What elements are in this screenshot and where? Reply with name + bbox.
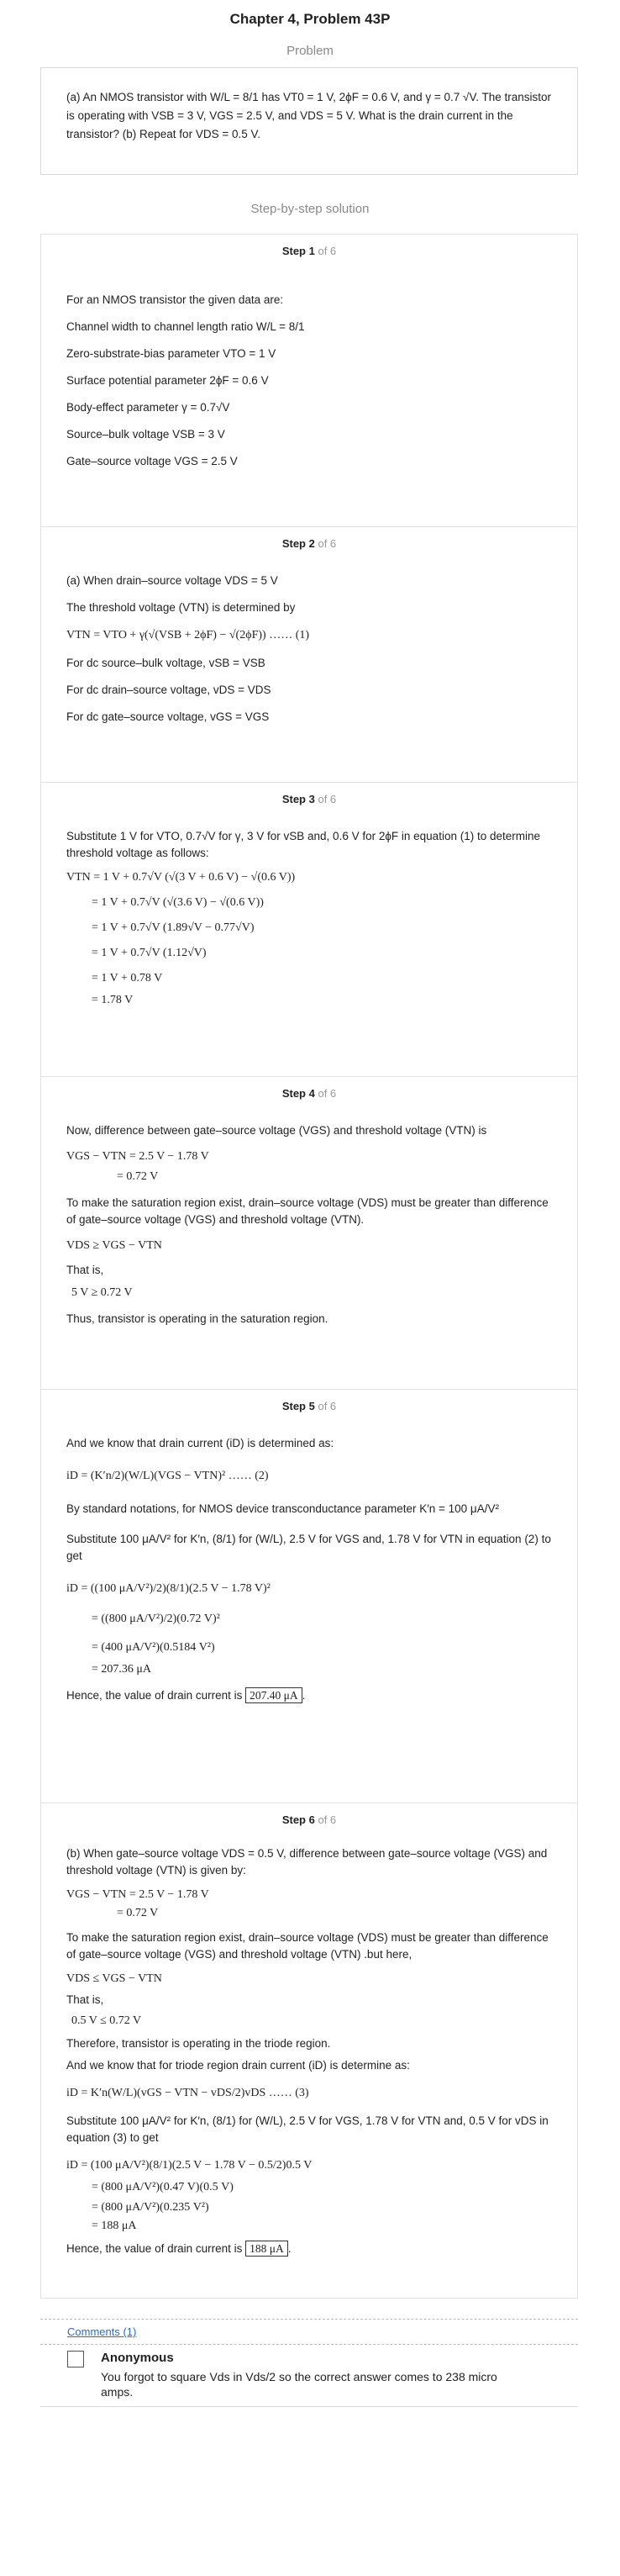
step-text: To make the saturation region exist, drain–source voltage (VDS) must be greater than difference of gate–source voltage (VGS) and threshold voltage (VTN).: [66, 1196, 549, 1226]
step-text: Surface potential parameter 2ϕF = 0.6 V: [66, 374, 269, 387]
equation: VTN = 1 V + 0.7√V (√(3 V + 0.6 V) − √(0.6 V)): [66, 871, 296, 884]
step-count: of 6: [318, 245, 337, 257]
step-text: And we know that for triode region drain current (iD) is determine as:: [66, 2059, 410, 2072]
equation: iD = (100 μA/V²)(8/1)(2.5 V − 1.78 V − 0.5/2)0.5 V: [66, 2159, 313, 2172]
equation: VGS − VTN = 2.5 V − 1.78 V: [66, 1888, 209, 1901]
equation: = (800 μA/V²)(0.47 V)(0.5 V): [92, 2181, 234, 2193]
comment-checkbox[interactable]: [67, 2351, 84, 2367]
equation: 0.5 V ≤ 0.72 V: [71, 2014, 142, 2027]
answer-line: Hence, the value of drain current is 188 μA .: [66, 2242, 292, 2255]
step-text: By standard notations, for NMOS device transconductance parameter K′n = 100 μA/V²: [66, 1502, 499, 1515]
step-count: of 6: [318, 793, 337, 805]
answer-text: Hence, the value of drain current is: [66, 1689, 243, 1702]
divider: [40, 2406, 578, 2407]
step-text: The threshold voltage (VTN) is determined by: [66, 601, 296, 614]
equation: VDS ≤ VGS − VTN: [66, 1972, 162, 1985]
step-text: For an NMOS transistor the given data are:: [66, 293, 284, 306]
step-number: Step 3: [281, 793, 315, 805]
step-text: For dc source–bulk voltage, vSB = VSB: [66, 657, 265, 669]
step-number: Step 5: [281, 1400, 315, 1412]
step-text: Gate–source voltage VGS = 2.5 V: [66, 455, 238, 467]
step-number: Step 2: [281, 537, 315, 550]
step-count: of 6: [318, 537, 337, 550]
step-5: [40, 1389, 578, 1803]
comment-author: Anonymous: [101, 2351, 174, 2365]
equation: VDS ≥ VGS − VTN: [66, 1239, 162, 1252]
equation: = 1 V + 0.78 V: [92, 972, 163, 984]
equation: iD = ((100 μA/V²)/2)(8/1)(2.5 V − 1.78 V)²: [66, 1582, 271, 1595]
step-header: [66, 1077, 552, 1107]
step-count: of 6: [318, 1400, 337, 1412]
step-4: [40, 1076, 578, 1389]
equation: = 188 μA: [92, 2220, 137, 2232]
step-header: [66, 1390, 552, 1420]
problem-statement: (a) An NMOS transistor with W/L = 8/1 has VT0 = 1 V, 2ϕF = 0.6 V, and γ = 0.7 √V. The transistor is operating with VSB = 3 V, VGS = 2.5 V, and VDS = 5 V. What is the drain current in the transistor? (b) Repeat for VDS = 0.5 V.: [40, 67, 578, 175]
step-text: For dc gate–source voltage, vGS = VGS: [66, 710, 270, 723]
step-2: [40, 526, 578, 782]
equation: iD = (K′n/2)(W/L)(VGS − VTN)² …… (2): [66, 1470, 269, 1482]
answer-box: 188 μA: [245, 2241, 288, 2257]
step-header: [66, 527, 552, 557]
step-text: To make the saturation region exist, drain–source voltage (VDS) must be greater than difference of gate–source voltage (VGS) and threshold voltage (VTN) .but here,: [66, 1931, 549, 1961]
step-1: [40, 234, 578, 526]
step-text: Thus, transistor is operating in the saturation region.: [66, 1312, 328, 1325]
step-number: Step 4: [281, 1087, 315, 1100]
step-text: Now, difference between gate–source voltage (VGS) and threshold voltage (VTN) is: [66, 1124, 487, 1137]
page-title: Chapter 4, Problem 43P: [229, 11, 391, 27]
comment-text: You forgot to square Vds in Vds/2 so the correct answer comes to 238 micro amps.: [101, 2370, 497, 2399]
equation: = (400 μA/V²)(0.5184 V²): [92, 1641, 215, 1654]
solution-label: Step-by-step solution: [250, 202, 370, 216]
equation: VTN = VTO + γ(√(VSB + 2ϕF) − √(2ϕF)) …… (1): [66, 629, 310, 641]
step-text: Body-effect parameter γ = 0.7√V: [66, 401, 230, 414]
step-text: Zero-substrate-bias parameter VTO = 1 V: [66, 347, 276, 360]
equation: = 1.78 V: [92, 994, 134, 1006]
equation: = ((800 μA/V²)/2)(0.72 V)²: [92, 1613, 220, 1625]
step-count: of 6: [318, 1087, 337, 1100]
step-text: (a) When drain–source voltage VDS = 5 V: [66, 574, 278, 587]
step-header: [66, 1803, 552, 1834]
step-text: Substitute 100 μA/V² for K′n, (8/1) for (W/L), 2.5 V for VGS and, 1.78 V for VTN in equation (2) to get: [66, 1533, 551, 1562]
step-text: And we know that drain current (iD) is determined as:: [66, 1437, 334, 1449]
step-6: [40, 1803, 578, 2299]
step-header: [66, 783, 552, 813]
step-text: That is,: [66, 1264, 104, 1276]
equation: VGS − VTN = 2.5 V − 1.78 V: [66, 1150, 209, 1163]
answer-text: Hence, the value of drain current is: [66, 2242, 243, 2255]
step-count: of 6: [318, 1813, 337, 1826]
problem-label: Problem: [286, 44, 334, 58]
step-text: Therefore, transistor is operating in the triode region.: [66, 2037, 331, 2050]
comments-section: [40, 2299, 578, 2450]
step-text: Substitute 100 μA/V² for K′n, (8/1) for (W/L), 2.5 V for VGS, 1.78 V for VTN and, 0.5 V for vDS in equation (3) to get: [66, 2114, 549, 2144]
divider: [40, 2319, 578, 2320]
steps-list: [0, 234, 620, 2299]
equation: = 1 V + 0.7√V (√(3.6 V) − √(0.6 V)): [92, 896, 264, 909]
equation: = (800 μA/V²)(0.235 V²): [92, 2201, 209, 2214]
step-text: For dc drain–source voltage, vDS = VDS: [66, 684, 271, 696]
step-text: (b) When gate–source voltage VDS = 0.5 V, difference between gate–source voltage (VGS) and threshold voltage (VTN) is given by:: [66, 1847, 548, 1877]
equation: = 207.36 μA: [92, 1663, 152, 1676]
step-text: Channel width to channel length ratio W/L = 8/1: [66, 320, 305, 333]
step-number: Step 1: [281, 245, 315, 257]
answer-box: 207.40 μA: [245, 1687, 302, 1703]
step-text: Substitute 1 V for VTO, 0.7√V for γ, 3 V for vSB and, 0.6 V for 2ϕF in equation (1) to determine threshold voltage as follows:: [66, 830, 541, 859]
step-header: [66, 235, 552, 265]
answer-line: Hence, the value of drain current is 207.40 μA .: [66, 1689, 306, 1702]
equation: = 1 V + 0.7√V (1.12√V): [92, 947, 207, 959]
divider: [40, 2344, 578, 2345]
equation: iD = K′n(W/L)(vGS − VTN − vDS/2)vDS …… (3): [66, 2087, 309, 2099]
step-text: That is,: [66, 1993, 104, 2006]
equation: = 1 V + 0.7√V (1.89√V − 0.77√V): [92, 921, 255, 934]
equation: = 0.72 V: [117, 1907, 159, 1919]
step-3: [40, 782, 578, 1076]
step-number: Step 6: [281, 1813, 315, 1826]
equation: = 0.72 V: [117, 1170, 159, 1183]
comments-link[interactable]: Comments (1): [67, 2325, 137, 2338]
equation: 5 V ≥ 0.72 V: [71, 1286, 133, 1299]
step-text: Source–bulk voltage VSB = 3 V: [66, 428, 225, 441]
